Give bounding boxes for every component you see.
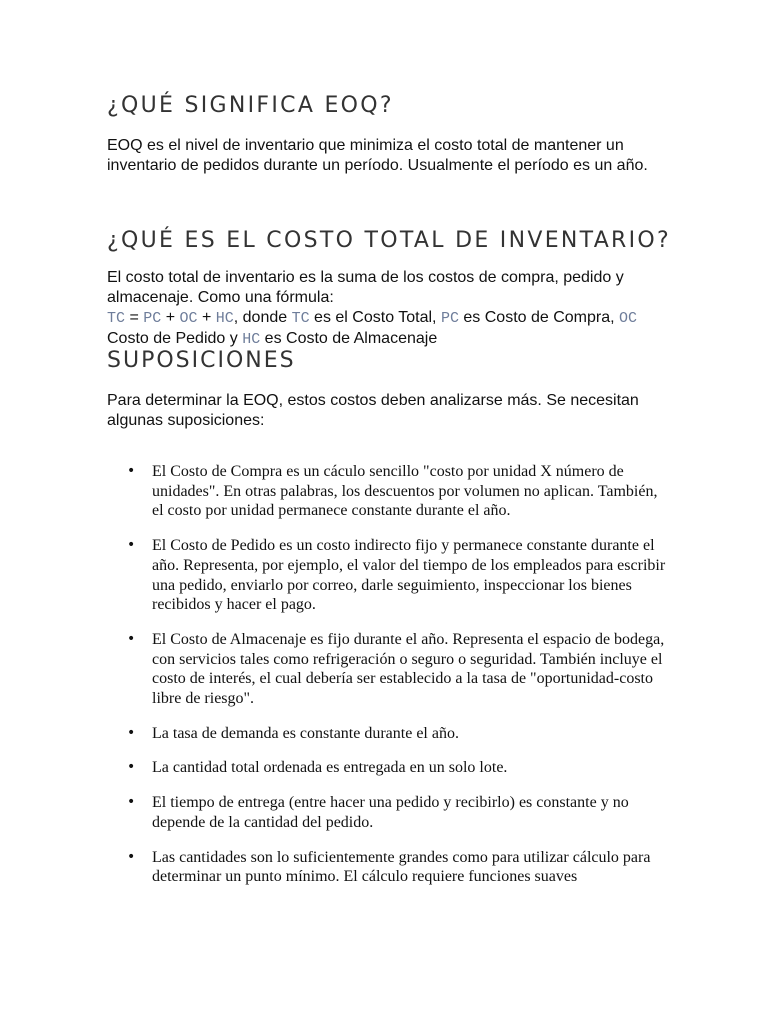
list-item-text: El Costo de Pedido es un costo indirecto fijo y permanece constante durante el año. Representa, por ejemplo, el valor del tiempo de los empleados para escribir una pedido, enviarlo por correo, darle seguimiento, inspeccionar los bienes recibidos y hacer el pago. <box>152 537 666 614</box>
list-item <box>107 724 667 744</box>
list-item <box>107 793 667 832</box>
bullet-icon: • <box>127 848 136 865</box>
formula-plus-1: + <box>161 309 180 326</box>
formula-pc-2: PC <box>440 310 459 327</box>
formula-tc-2: TC <box>291 310 310 327</box>
bullet-icon: • <box>127 759 136 776</box>
heading-costo-total: ¿QUÉ ES EL COSTO TOTAL DE INVENTARIO? <box>107 228 672 253</box>
bullet-icon: • <box>127 537 136 554</box>
formula-text-3: Costo de Pedido y <box>107 330 243 347</box>
formula-oc-2: OC <box>619 310 638 327</box>
list-item-text: La cantidad total ordenada es entregada en un solo lote. <box>152 759 508 777</box>
formula-text-1: es el Costo Total, <box>309 309 441 326</box>
list-item-text: El tiempo de entrega (entre hacer una pedido y recibirlo) es constante y no depende de la cantidad del pedido. <box>152 794 629 831</box>
formula-oc: OC <box>179 310 198 327</box>
list-item-text: El Costo de Compra es un cáculo sencillo "costo por unidad X número de unidades". En otras palabras, los descuentos por volumen no aplican. También, el costo por unidad permanece constante durante el año. <box>152 463 658 520</box>
list-item <box>107 758 667 778</box>
paragraph-costo-total: El costo total de inventario es la suma de los costos de compra, pedido y almacenaje. Como una fórmula: <box>107 269 624 306</box>
list-item <box>107 462 667 521</box>
list-item-text: El Costo de Almacenaje es fijo durante el año. Representa el espacio de bodega, con servicios tales como refrigeración o seguro o seguridad. También incluye el costo de interés, el cual debería ser establecido a la tasa de "oportunidad-costo libre de riesgo". <box>152 630 665 708</box>
formula-text-2: es Costo de Compra, <box>458 309 620 326</box>
formula-pc: PC <box>143 310 162 327</box>
heading-suposiciones: SUPOSICIONES <box>107 348 296 373</box>
heading-eoq: ¿QUÉ SIGNIFICA EOQ? <box>107 93 394 118</box>
list-item-text: Las cantidades son lo suficientemente grandes como para utilizar cálculo para determinar un punto mínimo. El cálculo requiere funciones suaves <box>152 848 651 886</box>
list-item <box>107 630 667 709</box>
bullet-icon: • <box>127 724 136 741</box>
costo-total-block <box>107 268 667 350</box>
paragraph-suposiciones: Para determinar la EOQ, estos costos deben analizarse más. Se necesitan algunas suposiciones: <box>107 392 639 429</box>
list-item <box>107 536 667 615</box>
formula-text-4: es Costo de Almacenaje <box>260 330 438 347</box>
paragraph-eoq: EOQ es el nivel de inventario que minimiza el costo total de mantener un inventario de pedidos durante un período. Usualmente el período es un año. <box>107 137 648 174</box>
bullet-icon: • <box>127 794 136 811</box>
list-item <box>107 848 667 887</box>
bullet-icon: • <box>127 630 136 647</box>
formula-donde: , donde <box>233 309 292 326</box>
list-item-text: La tasa de demanda es constante durante el año. <box>152 724 459 742</box>
formula-plus-2: + <box>197 309 216 326</box>
formula-hc-2: HC <box>242 331 261 348</box>
formula-hc: HC <box>215 310 234 327</box>
suposiciones-list <box>107 462 667 902</box>
formula-tc: TC <box>107 310 126 327</box>
formula-eq: = <box>125 309 144 326</box>
bullet-icon: • <box>127 463 136 479</box>
formula-line <box>107 308 667 350</box>
